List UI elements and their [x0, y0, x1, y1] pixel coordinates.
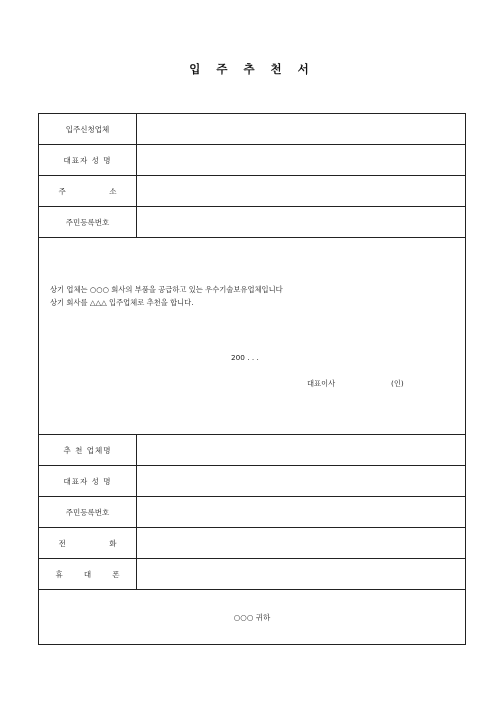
addressee-section	[39, 590, 465, 644]
field-recommender-company[interactable]	[137, 435, 465, 465]
label-recommender-ceo: 대표자 성 명	[39, 466, 137, 496]
statement-date: 200 . . .	[231, 353, 259, 362]
row-applicant-address	[39, 176, 465, 207]
statement-line-2: 상기 회사를 △△△ 입주업체로 추천을 합니다.	[50, 298, 194, 307]
label-applicant-id: 주민등록번호	[39, 207, 137, 237]
field-applicant-ceo[interactable]	[137, 145, 465, 175]
row-recommender-mobile	[39, 559, 465, 590]
label-mobile-char-1: 휴	[55, 569, 63, 579]
label-address-char-2: 소	[109, 186, 117, 196]
field-applicant-address[interactable]	[137, 176, 465, 206]
label-phone-char-2: 화	[109, 538, 117, 548]
field-recommender-id[interactable]	[137, 497, 465, 527]
field-applicant-id[interactable]	[137, 207, 465, 237]
row-recommender-phone	[39, 528, 465, 559]
field-recommender-ceo[interactable]	[137, 466, 465, 496]
row-recommender-company	[39, 435, 465, 466]
label-address-char-1: 주	[58, 186, 66, 196]
field-recommender-phone[interactable]	[137, 528, 465, 558]
label-mobile-char-2: 대	[83, 569, 92, 579]
field-applicant-company[interactable]	[137, 114, 465, 144]
label-recommender-mobile	[39, 559, 137, 589]
statement-section	[39, 238, 465, 435]
row-recommender-ceo	[39, 466, 465, 497]
row-applicant-company	[39, 114, 465, 145]
seal-mark: (인)	[391, 379, 404, 388]
field-recommender-mobile[interactable]	[137, 559, 465, 589]
label-mobile-char-3: 폰	[112, 569, 120, 579]
row-applicant-id	[39, 207, 465, 238]
row-applicant-ceo	[39, 145, 465, 176]
row-recommender-id	[39, 497, 465, 528]
label-applicant-address	[39, 176, 137, 206]
statement-text	[50, 283, 283, 309]
label-applicant-company: 입주신청업체	[39, 114, 137, 144]
label-recommender-id: 주민등록번호	[39, 497, 137, 527]
label-recommender-phone	[39, 528, 137, 558]
signer-title: 대표이사	[307, 379, 336, 388]
label-phone-char-1: 전	[58, 538, 66, 548]
label-recommender-company: 추 천 업체명	[39, 435, 137, 465]
addressee-text: ○○○ 귀하	[233, 613, 271, 622]
document-title: 입 주 추 천 서	[189, 62, 315, 76]
recommendation-form	[38, 113, 466, 645]
statement-line-1: 상기 업체는 ○○○ 회사의 부품을 공급하고 있는 우수기술보유업체입니다	[50, 285, 283, 294]
label-applicant-ceo: 대표자 성 명	[39, 145, 137, 175]
